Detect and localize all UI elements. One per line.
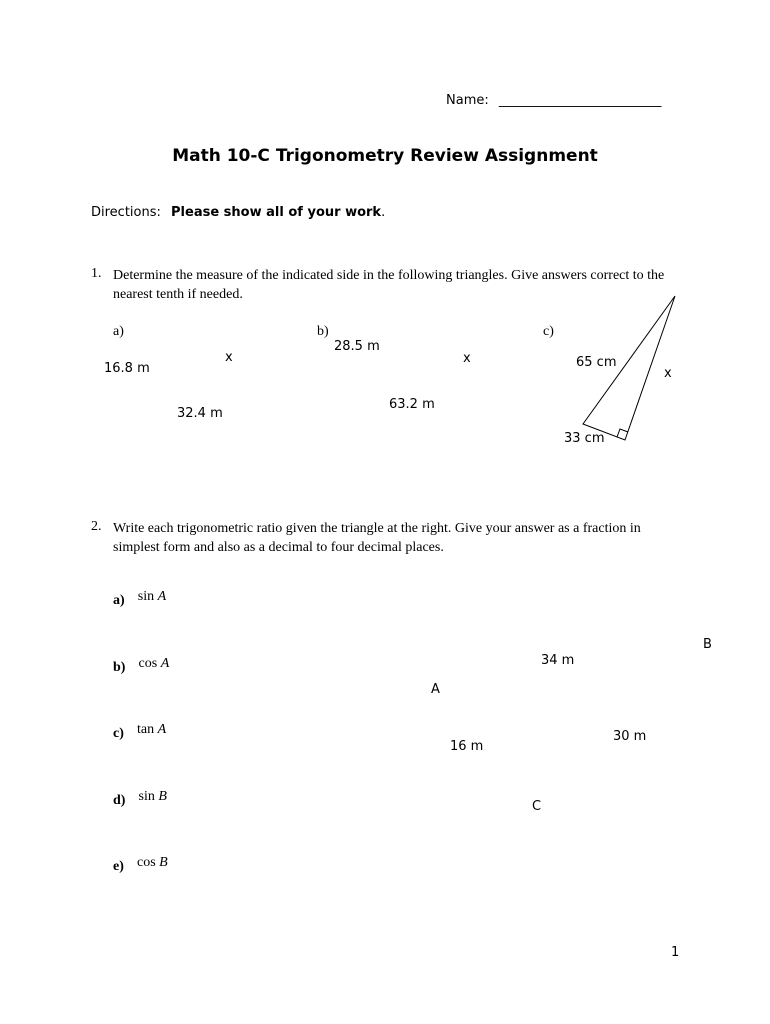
q1a-side-label: 16.8 m: [104, 361, 150, 376]
q2-side-bc-label: 30 m: [613, 729, 647, 744]
q2-item-ratio: cos B: [136, 855, 168, 870]
q1c-hypotenuse-label: 65 cm: [576, 355, 617, 370]
q1-part-b-letter: b): [317, 324, 329, 339]
q1-part-a-letter: a): [113, 324, 124, 339]
q2-item-letter: d): [113, 793, 126, 808]
q2-item-ratio: sin A: [137, 589, 167, 604]
q2-item-a: [113, 589, 166, 609]
q2-item-ratio: tan A: [136, 722, 167, 737]
q2-side-ab-label: 34 m: [541, 653, 575, 668]
q2-text: Write each trigonometric ratio given the triangle at the right. Give your answer as a fraction in simplest form and also as a decimal to four decimal places.: [113, 521, 641, 555]
q1c-base-label: 33 cm: [564, 431, 605, 446]
q2-number: 2.: [91, 519, 102, 534]
q2-item-letter: e): [113, 859, 124, 874]
q2-vertex-a-label: A: [431, 682, 440, 697]
q2-item-ratio: cos A: [138, 656, 170, 671]
q2-vertex-b-label: B: [703, 637, 712, 652]
q2-vertex-c-label: C: [532, 799, 542, 814]
q1-part-c-letter: c): [543, 324, 554, 339]
q2-item-letter: c): [113, 726, 124, 741]
q2-side-ac-label: 16 m: [450, 739, 484, 754]
q1-number: 1.: [91, 266, 102, 281]
directions-label: Directions:: [91, 205, 161, 220]
q1b-base-label: 63.2 m: [389, 397, 435, 412]
q2-item-ratio: sin B: [138, 789, 167, 804]
q2-item-d: [113, 789, 167, 809]
q2-item-letter: b): [113, 660, 126, 675]
q2-item-b: [113, 656, 169, 676]
q1a-base-label: 32.4 m: [177, 406, 223, 421]
q2-item-letter: a): [113, 593, 125, 608]
q1b-x-label: x: [463, 351, 471, 366]
q2-item-c: [113, 722, 166, 742]
page-number: 1: [671, 945, 680, 960]
q1c-x-label: x: [664, 366, 672, 381]
q1-text: Determine the measure of the indicated side in the following triangles. Give answers correct to the nearest tenth if needed.: [113, 268, 665, 302]
q1a-x-label: x: [225, 350, 233, 365]
directions-text: Please show all of your work: [171, 205, 382, 220]
directions-end: .: [381, 205, 386, 220]
name-label: Name:: [446, 93, 489, 108]
q1b-side-label: 28.5 m: [334, 339, 380, 354]
q2-item-e: [113, 855, 168, 875]
name-blank: _________________________: [498, 93, 662, 108]
page-title: Math 10-C Trigonometry Review Assignment: [172, 146, 598, 166]
